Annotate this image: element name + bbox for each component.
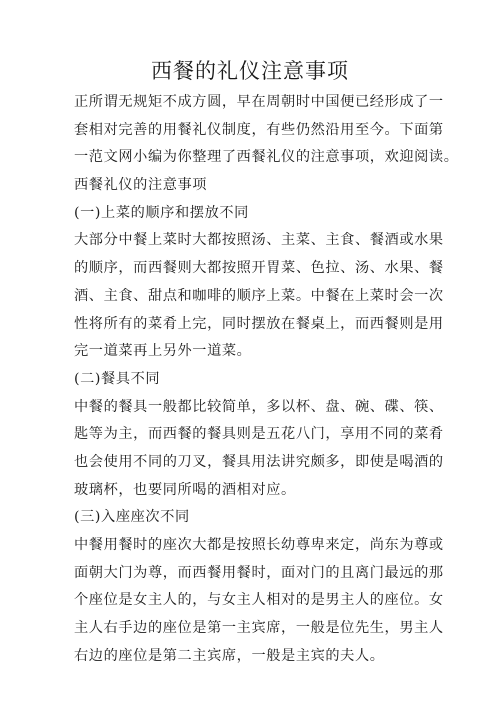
text-line: 大部分中餐上菜时大都按照汤、主菜、主食、餐酒或水果: [74, 232, 444, 249]
section-heading: 西餐礼仪的注意事项: [74, 177, 208, 194]
text-line: 完一道菜再上另外一道菜。: [74, 343, 252, 360]
text-line: 右边的座位是第二主宾席，一般是主宾的夫人。: [74, 647, 385, 664]
text-line: 套相对完善的用餐礼仪制度，有些仍然沿用至今。下面第: [74, 121, 444, 138]
text-line: 性将所有的菜肴上完，同时摆放在餐桌上，而西餐则是用: [74, 315, 444, 332]
text-line: 一范文网小编为你整理了西餐礼仪的注意事项，欢迎阅读。: [74, 149, 459, 166]
subsection-heading: (三)入座座次不同: [74, 509, 190, 526]
text-line: 玻璃杯，也要同所喝的酒相对应。: [74, 481, 296, 498]
subsection-heading: (一)上菜的顺序和摆放不同: [74, 204, 249, 221]
text-line: 也会使用不同的刀叉，餐具用法讲究颇多，即使是喝酒的: [74, 453, 444, 470]
subsection-heading: (二)餐具不同: [74, 370, 161, 387]
text-line: 的顺序，而西餐则大都按照开胃菜、色拉、汤、水果、餐: [74, 260, 444, 277]
text-line: 面朝大门为尊，而西餐用餐时，面对门的且离门最远的那: [74, 564, 444, 581]
text-line: 正所谓无规矩不成方圆，早在周朝时中国便已经形成了一: [74, 94, 444, 110]
text-line: 主人右手边的座位是第一主宾席，一般是位先生，男主人: [74, 620, 444, 637]
text-line: 中餐的餐具一般都比较简单，多以杯、盘、碗、碟、筷、: [74, 398, 444, 415]
document-title: 西餐的礼仪注意事项: [151, 59, 349, 83]
text-line: 匙等为主，而西餐的餐具则是五花八门，享用不同的菜肴: [74, 426, 444, 443]
text-line: 酒、主食、甜点和咖啡的顺序上菜。中餐在上菜时会一次: [74, 287, 444, 304]
text-line: 中餐用餐时的座次大都是按照长幼尊卑来定，尚东为尊或: [74, 537, 444, 553]
text-line: 个座位是女主人的，与女主人相对的是男主人的座位。女: [74, 592, 444, 609]
document-body: [74, 89, 459, 670]
